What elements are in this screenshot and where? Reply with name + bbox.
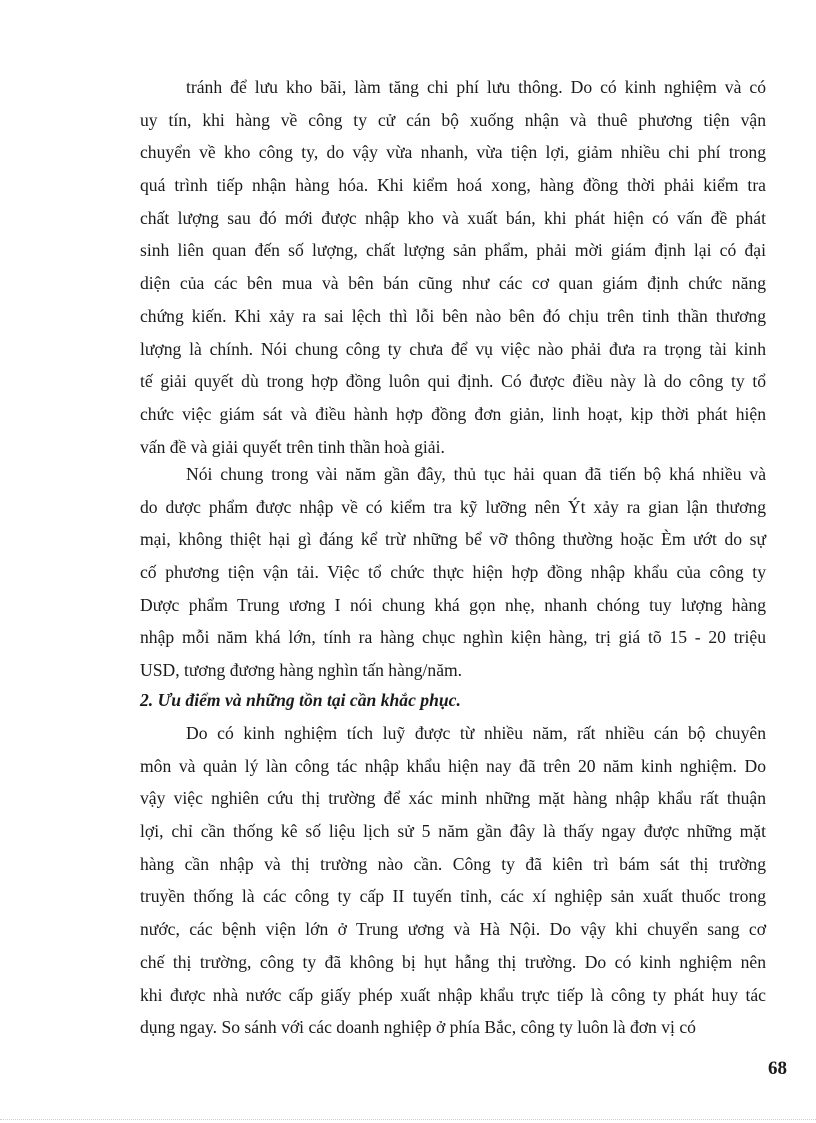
paragraph-line: nhập mỗi năm khá lớn, tính ra hàng chục nghìn kiện hàng, trị giá tõ 15 - 20 triệu: [140, 627, 766, 648]
paragraph-line: nước, các bệnh viện lớn ở Trung ương và Hà Nội. Do vậy khi chuyển sang cơ: [140, 919, 766, 940]
paragraph-3: [140, 717, 766, 1044]
paragraph-line: truyền thống là các công ty cấp II tuyến tỉnh, các xí nghiệp sản xuất thuốc trong: [140, 886, 766, 907]
paragraph-line: hàng cần nhập và thị trường nào cần. Công ty đã kiên trì bám sát thị trường: [140, 853, 766, 874]
paragraph-line: tế giải quyết dù trong hợp đồng luôn qui định. Có được điều này là do công ty tổ: [140, 371, 766, 392]
paragraph-line: chứng kiến. Khi xảy ra sai lệch thì lỗi bên nào bên đó chịu trên tinh thần thương: [140, 305, 766, 326]
paragraph-line: chức việc giám sát và điều hành hợp đồng đơn giản, linh hoạt, kịp thời phát hiện: [140, 403, 766, 424]
paragraph-line: cố phương tiện vận tải. Việc tổ chức thực hiện hợp đồng nhập khẩu của công ty: [140, 562, 766, 583]
paragraph-line: uy tín, khi hàng về công ty cử cán bộ xuống nhận và thuê phương tiện vận: [140, 109, 766, 130]
paragraph-1: [140, 71, 766, 463]
paragraph-2: [140, 458, 766, 687]
paragraph-line: USD, tương đương hàng nghìn tấn hàng/năm.: [140, 660, 463, 681]
paragraph-line: môn và quản lý làn công tác nhập khẩu hiện nay đã trên 20 năm kinh nghiệm. Do: [140, 755, 766, 776]
paragraph-line: mại, không thiệt hại gì đáng kể trừ những bể vỡ thông thường hoặc Èm ướt do sự: [140, 529, 766, 550]
paragraph-line: chế thị trường, công ty đã không bị hụt hẫng thị trường. Do có kinh nghiệm nên: [140, 951, 766, 972]
paragraph-line: sinh liên quan đến số lượng, chất lượng sản phẩm, phải mời giám định lại có đại: [140, 240, 766, 261]
paragraph-line: Nói chung trong vài năm gần đây, thủ tục hải quan đã tiến bộ khá nhiều và: [186, 464, 766, 484]
page-bottom-rule: [0, 1119, 816, 1121]
paragraph-line: chất lượng sau đó mới được nhập kho và xuất bán, khi phát hiện có vấn đề phát: [140, 207, 766, 228]
paragraph-line: chuyển về kho công ty, do vậy vừa nhanh, vừa tiện lợi, giảm nhiều chi phí trong: [140, 142, 766, 163]
section-heading: 2. Ưu điểm và những tồn tại cần khắc phục.: [140, 690, 461, 710]
paragraph-line: dụng ngay. So sánh với các doanh nghiệp ở phía Bắc, công ty luôn là đơn vị có: [140, 1017, 696, 1038]
paragraph-line: tránh để lưu kho bãi, làm tăng chi phí lưu thông. Do có kinh nghiệm và có: [186, 77, 766, 97]
paragraph-line: vấn đề và giải quyết trên tinh thần hoà giải.: [140, 436, 445, 457]
paragraph-line: Do có kinh nghiệm tích luỹ được từ nhiều năm, rất nhiều cán bộ chuyên: [186, 723, 766, 743]
paragraph-line: diện của các bên mua và bên bán cũng như các cơ quan giám định chức năng: [140, 273, 766, 294]
paragraph-line: lợi, chỉ cần thống kê số liệu lịch sử 5 năm gần đây là thấy ngay được những mặt: [140, 821, 766, 842]
paragraph-line: lượng là chính. Nói chung công ty chưa để vụ việc nào phải đưa ra trọng tài kinh: [140, 338, 766, 359]
paragraph-line: khi được nhà nước cấp giấy phép xuất nhập khẩu trực tiếp là công ty phát huy tác: [140, 984, 766, 1005]
page-number: 68: [768, 1058, 787, 1079]
paragraph-line: quá trình tiếp nhận hàng hóa. Khi kiểm hoá xong, hàng đồng thời phải kiểm tra: [140, 175, 766, 196]
paragraph-line: vậy việc nghiên cứu thị trường để xác minh những mặt hàng nhập khẩu rất thuận: [140, 788, 766, 809]
paragraph-line: do dược phẩm được nhập về có kiểm tra kỹ lưỡng nên Ýt xảy ra gian lận thương: [140, 496, 766, 517]
paragraph-line: Dược phẩm Trung ương I nói chung khá gọn nhẹ, nhanh chóng tuy lượng hàng: [140, 594, 766, 615]
